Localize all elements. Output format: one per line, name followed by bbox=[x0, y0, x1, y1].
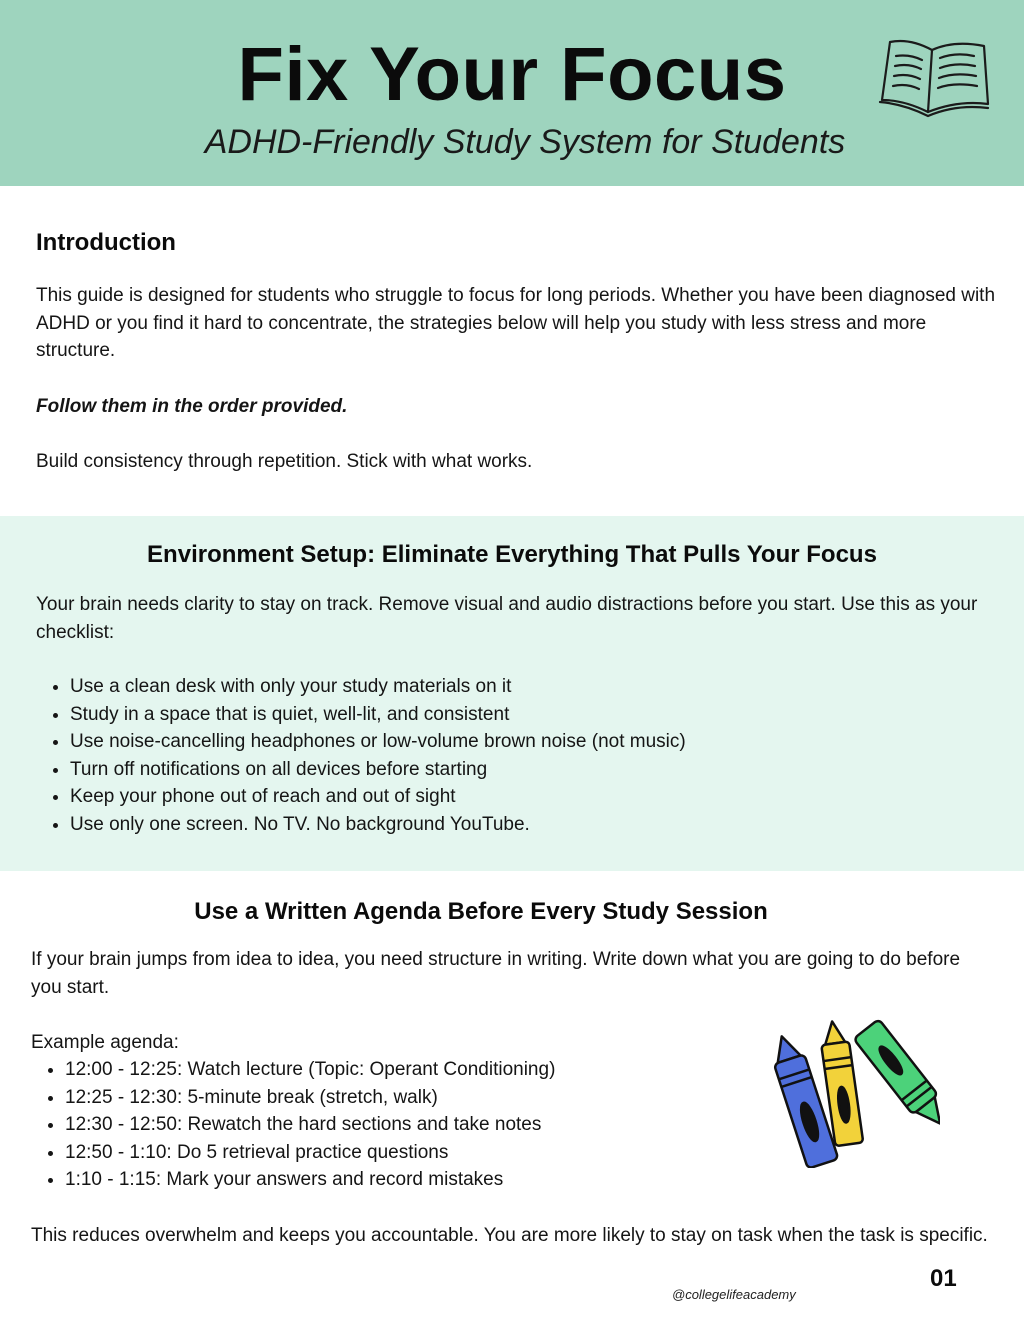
agenda-closing: This reduces overwhelm and keeps you accountable. You are more likely to stay on task when the task is specific. bbox=[31, 1225, 988, 1246]
environment-checklist bbox=[36, 673, 970, 839]
list-item: • 12:00 - 12:25: Watch lecture (Topic: Operant Conditioning) bbox=[65, 1056, 765, 1084]
list-item: • Study in a space that is quiet, well-lit, and consistent bbox=[70, 701, 970, 729]
agenda-heading: Use a Written Agenda Before Every Study Session bbox=[194, 898, 768, 925]
header-banner bbox=[0, 0, 1024, 186]
page-number: 01 bbox=[930, 1265, 957, 1292]
list-item: • Use noise-cancelling headphones or low-volume brown noise (not music) bbox=[70, 728, 970, 756]
introduction-closing: Build consistency through repetition. Stick with what works. bbox=[36, 451, 533, 472]
agenda-paragraph: If your brain jumps from idea to idea, you need structure in writing. Write down what you are going to do before you start. bbox=[31, 949, 961, 998]
green-crayon-icon bbox=[854, 1019, 940, 1133]
list-item: • Use a clean desk with only your study materials on it bbox=[70, 673, 970, 701]
list-item: • 12:30 - 12:50: Rewatch the hard sections and take notes bbox=[65, 1111, 765, 1139]
introduction-section bbox=[36, 226, 996, 476]
environment-paragraph: Your brain needs clarity to stay on track. Remove visual and audio distractions before you start. Use this as your checklist: bbox=[36, 594, 978, 643]
introduction-paragraph: This guide is designed for students who struggle to focus for long periods. Whether you have been diagnosed with ADHD or you find it hard to concentrate, the strategies below will help you study with less stress and more structure. bbox=[36, 285, 996, 361]
agenda-list bbox=[31, 1056, 765, 1194]
social-handle: @collegelifeacademy bbox=[672, 1287, 796, 1302]
introduction-heading: Introduction bbox=[36, 229, 176, 256]
open-book-icon bbox=[876, 36, 992, 122]
list-item: • 12:50 - 1:10: Do 5 retrieval practice questions bbox=[65, 1139, 765, 1167]
list-item: • Keep your phone out of reach and out of sight bbox=[70, 783, 970, 811]
list-item: • 12:25 - 12:30: 5-minute break (stretch, walk) bbox=[65, 1084, 765, 1112]
page-subtitle: ADHD-Friendly Study System for Students bbox=[204, 123, 846, 161]
agenda-example-label: Example agenda: bbox=[31, 1032, 179, 1053]
list-item: • Turn off notifications on all devices before starting bbox=[70, 756, 970, 784]
environment-section bbox=[0, 516, 1024, 871]
environment-heading: Environment Setup: Eliminate Everything That Pulls Your Focus bbox=[147, 541, 877, 568]
page-title: Fix Your Focus bbox=[237, 32, 787, 117]
list-item: • Use only one screen. No TV. No background YouTube. bbox=[70, 811, 970, 839]
introduction-emphasis: Follow them in the order provided. bbox=[36, 395, 348, 417]
list-item: • 1:10 - 1:15: Mark your answers and record mistakes bbox=[65, 1166, 765, 1194]
crayons-illustration bbox=[756, 1018, 940, 1168]
